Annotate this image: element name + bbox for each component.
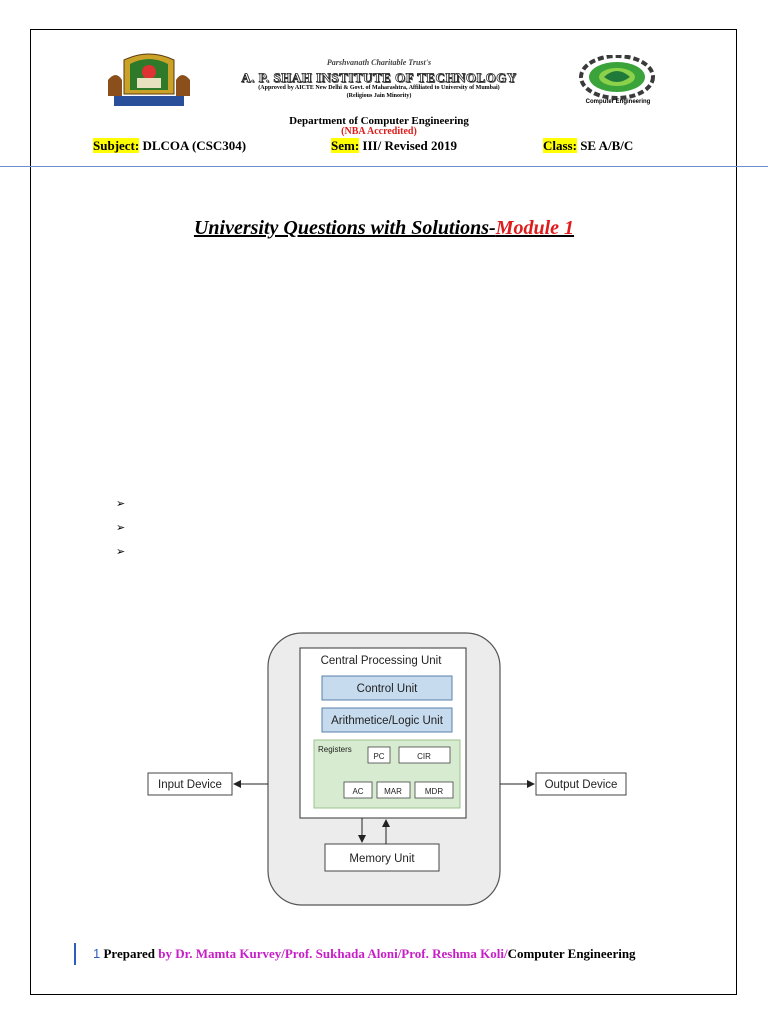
accreditation-text: (NBA Accredited) (341, 126, 417, 137)
bullet-marker: ➢ (116, 522, 126, 534)
semester-value: III/ Revised 2019 (362, 138, 458, 153)
alu-label: Arithmetice/Logic Unit (331, 715, 443, 727)
footer-authors: by Dr. Mamta Kurvey/Prof. Sukhada Aloni/Prof. Reshma Koli/ (158, 946, 508, 961)
output-device-label: Output Device (544, 779, 618, 791)
footer-department: Computer Engineering (507, 946, 636, 961)
trust-name: Parshvanath Charitable Trust's (326, 58, 432, 67)
mdr-label: MDR (424, 787, 444, 796)
ac-label: AC (352, 787, 364, 796)
memory-unit-label: Memory Unit (349, 853, 415, 865)
footer-accent-bar (74, 943, 76, 965)
footer (93, 946, 636, 962)
pc-label: PC (373, 752, 385, 761)
approval-text: (Approved by AICTE New Delhi & Govt. of Maharashtra, Affiliated to University of Mumbai) (258, 85, 500, 91)
institute-name: A. P. SHAH INSTITUTE OF TECHNOLOGY (241, 70, 517, 85)
class-value: SE A/B/C (580, 138, 634, 153)
input-device-label: Input Device (158, 779, 222, 791)
bullet-marker: ➢ (116, 498, 126, 510)
department-logo-label: Computer Engineering (585, 99, 651, 105)
bullet-marker: ➢ (116, 546, 126, 558)
page-number: 1 (93, 946, 101, 961)
semester-label: Sem: (331, 138, 360, 153)
footer-prepared: Prepared (103, 946, 159, 961)
title-main: University Questions with Solutions- (193, 217, 496, 239)
class-label: Class: (543, 138, 577, 153)
subject-value: DLCOA (CSC304) (142, 138, 247, 153)
registers-label: Registers (318, 745, 352, 754)
control-unit-label: Control Unit (356, 683, 418, 695)
subject-label: Subject: (93, 138, 140, 153)
mar-label: MAR (384, 787, 402, 796)
cir-label: CIR (417, 752, 431, 761)
title-module: Module 1 (495, 217, 575, 239)
department-name: Department of Computer Engineering (289, 115, 469, 127)
minority-text: (Religious Jain Minority) (346, 93, 412, 99)
cpu-title: Central Processing Unit (320, 655, 442, 667)
